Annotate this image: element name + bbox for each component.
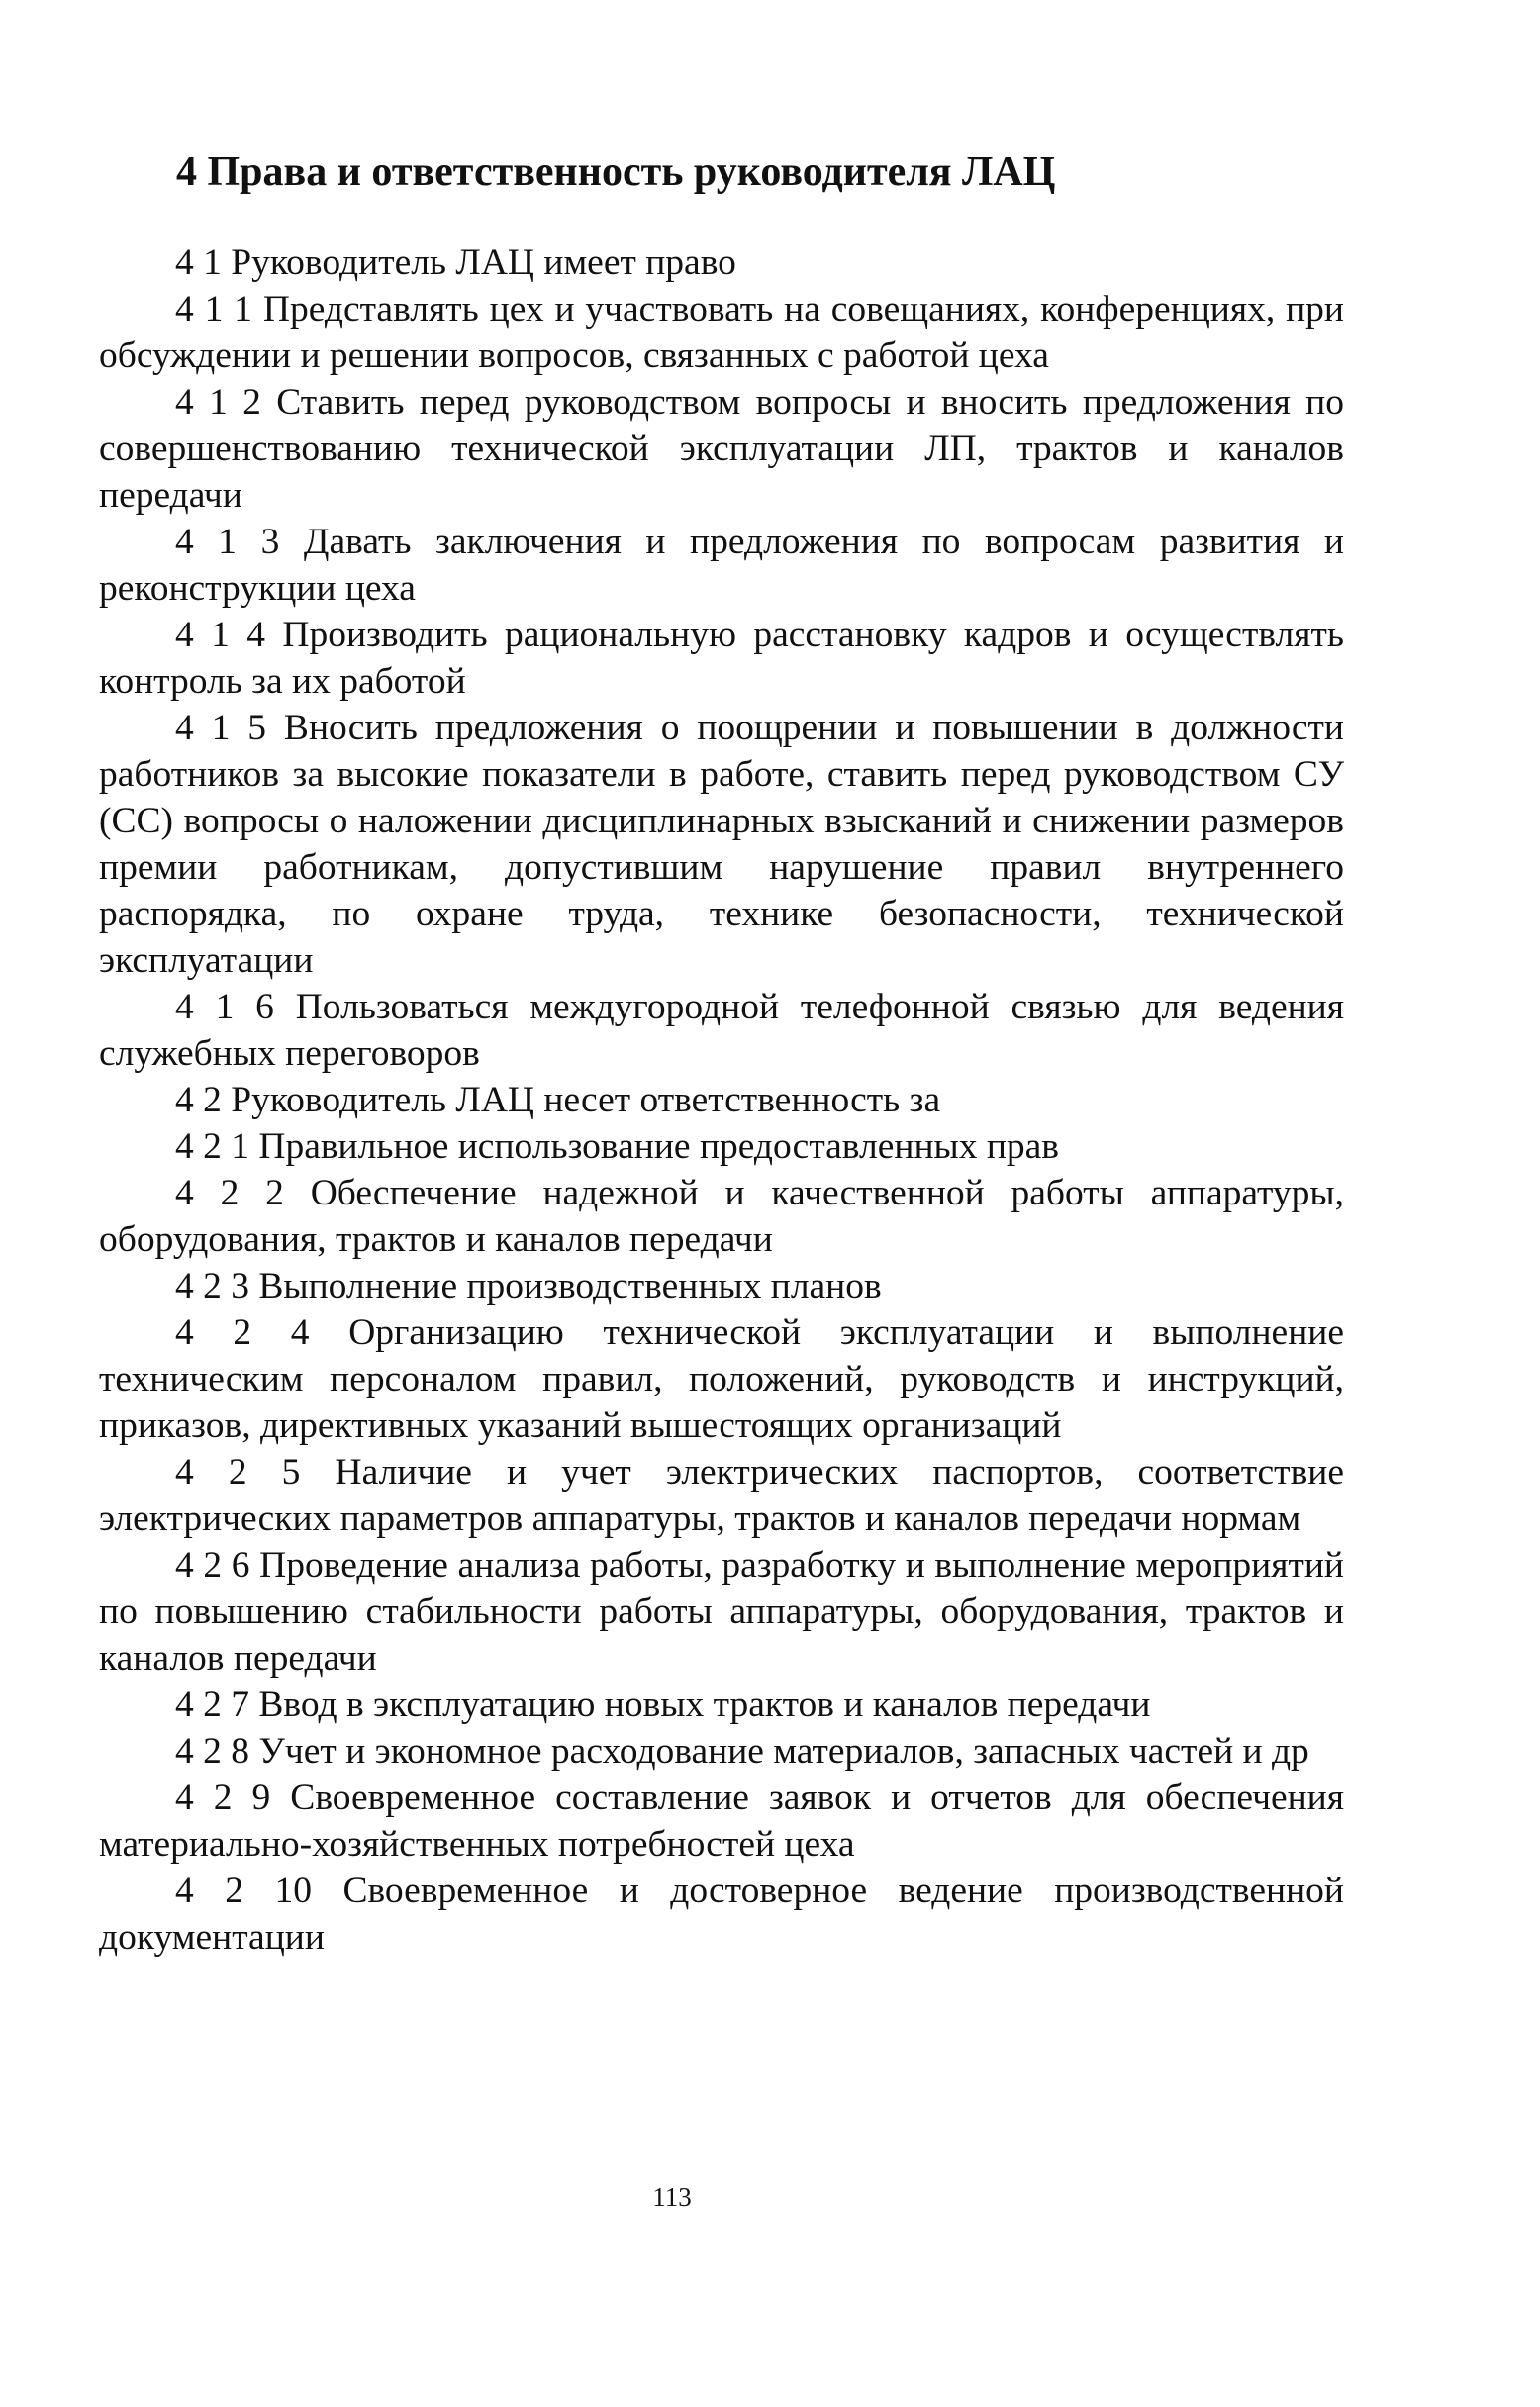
page-number: 113 — [652, 2182, 692, 2212]
paragraph-4-1-1: 4 1 1 Представлять цех и участвовать на совещаниях, конференциях, при обсуждении и решении вопросов, связанных с работой цеха — [99, 289, 1344, 376]
paragraph-4-1-2: 4 1 2 Ставить перед руководством вопросы и вносить предложения по совершенствованию технической эксплуатации ЛП, трактов и каналов передачи — [99, 382, 1344, 516]
paragraph-4-2-9: 4 2 9 Своевременное составление заявок и отчетов для обеспечения материально-хозяйственных потребностей цеха — [99, 1778, 1344, 1865]
paragraph-4-2-3: 4 2 3 Выполнение производственных планов — [175, 1266, 882, 1306]
paragraph-4-2-4: 4 2 4 Организацию технической эксплуатации и выполнение техническим персоналом правил, положений, руководств и инструкций, приказов, директивных указаний вышестоящих организаций — [99, 1312, 1344, 1446]
paragraph-4-2-8: 4 2 8 Учет и экономное расходование материалов, запасных частей и др — [175, 1731, 1309, 1772]
paragraph-4-1: 4 1 Руководитель ЛАЦ имеет право — [175, 242, 736, 283]
paragraph-4-1-4: 4 1 4 Производить рациональную расстановку кадров и осуществлять контроль за их работой — [99, 615, 1344, 702]
section-heading: 4 Права и ответственность руководителя ЛАЦ — [176, 149, 1056, 195]
paragraph-4-1-3: 4 1 3 Давать заключения и предложения по вопросам развития и реконструкции цеха — [99, 522, 1344, 609]
paragraph-4-2-5: 4 2 5 Наличие и учет электрических паспортов, соответствие электрических параметров аппаратуры, трактов и каналов передачи нормам — [99, 1452, 1344, 1539]
paragraph-4-2-6: 4 2 6 Проведение анализа работы, разработку и выполнение мероприятий по повышению стабильности работы аппаратуры, оборудования, трактов и каналов передачи — [99, 1545, 1344, 1679]
paragraph-4-2-10: 4 2 10 Своевременное и достоверное ведение производственной документации — [99, 1871, 1344, 1958]
paragraph-4-2: 4 2 Руководитель ЛАЦ несет ответственность за — [175, 1080, 941, 1120]
document-page — [99, 0, 1344, 2407]
paragraph-4-2-1: 4 2 1 Правильное использование предоставленных прав — [175, 1126, 1060, 1167]
paragraph-4-2-7: 4 2 7 Ввод в эксплуатацию новых трактов и каналов передачи — [175, 1685, 1151, 1725]
paragraph-4-1-5: 4 1 5 Вносить предложения о поощрении и повышении в должности работников за высокие показатели в работе, ставить перед руководством СУ (СС) вопросы о наложении дисциплинарных взысканий и снижении размеров премии работникам, допустившим нарушение правил внутреннего распорядка, по охране труда, технике безопасности, технической эксплуатации — [99, 708, 1344, 981]
paragraph-4-1-6: 4 1 6 Пользоваться междугородной телефонной связью для ведения служебных переговоров — [99, 987, 1344, 1074]
paragraph-4-2-2: 4 2 2 Обеспечение надежной и качественной работы аппаратуры, оборудования, трактов и каналов передачи — [99, 1173, 1344, 1260]
document-body — [99, 240, 1344, 1961]
